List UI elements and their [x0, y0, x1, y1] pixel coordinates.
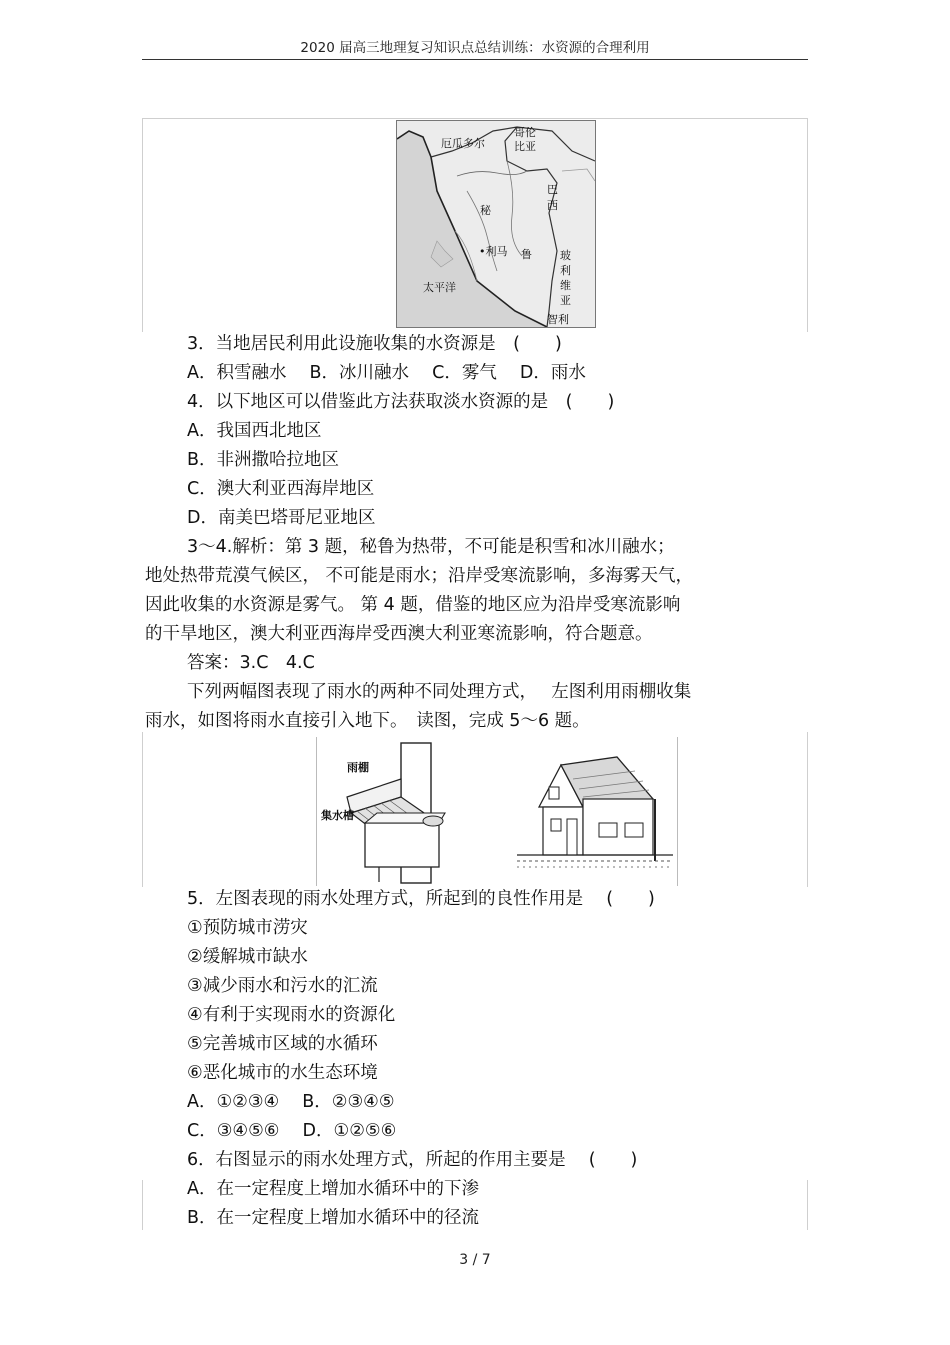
analysis-line-4: 的干旱地区，澳大利亚西海岸受西澳大利亚寒流影响，符合题意。	[145, 624, 653, 644]
q4-option-b: B．非洲撒哈拉地区	[187, 450, 340, 470]
answer-line: 答案：3.C 4.C	[187, 653, 315, 673]
rainwater-figure	[316, 737, 678, 886]
frame-rule-left-2	[142, 732, 143, 887]
map-label-lima: •利马	[479, 245, 508, 258]
q4-stem: 4．以下地区可以借鉴此方法获取淡水资源的是 ( )	[187, 392, 615, 412]
frame-rule-right-3	[807, 1180, 808, 1230]
map-label-brazil-2: 西	[547, 199, 558, 212]
q5-item-3: ③减少雨水和污水的汇流	[187, 976, 378, 996]
frame-rule-right	[807, 118, 808, 332]
q4-option-a: A．我国西北地区	[187, 421, 322, 441]
peru-map	[396, 120, 596, 328]
analysis-line-2: 地处热带荒漠气候区， 不可能是雨水；沿岸受寒流影响，多海雾天气，	[145, 566, 694, 586]
frame-rule-right-2	[807, 732, 808, 887]
q6-stem: 6．右图显示的雨水处理方式，所起的作用主要是 ( )	[187, 1150, 638, 1170]
frame-rule-left-3	[142, 1180, 143, 1230]
map-label-bolivia-4: 亚	[560, 294, 571, 307]
map-label-peru-2: 鲁	[521, 248, 532, 261]
map-label-colombia-2: 比亚	[514, 140, 536, 153]
intro-line-1: 下列两幅图表现了雨水的两种不同处理方式， 左图利用雨棚收集	[187, 682, 692, 702]
q5-item-6: ⑥恶化城市的水生态环境	[187, 1063, 378, 1083]
q3-options: A．积雪融水 B．冰川融水 C．雾气 D．雨水	[187, 363, 586, 383]
map-label-chile: 智利	[547, 313, 569, 326]
q5-item-4: ④有利于实现雨水的资源化	[187, 1005, 396, 1025]
q5-options-cd: C．③④⑤⑥ D．①②⑤⑥	[187, 1121, 397, 1141]
q4-option-c: C．澳大利亚西海岸地区	[187, 479, 375, 499]
map-label-bolivia-1: 玻	[560, 249, 571, 262]
q6-option-a: A．在一定程度上增加水循环中的下渗	[187, 1179, 479, 1199]
q4-option-d: D．南美巴塔哥尼亚地区	[187, 508, 376, 528]
intro-line-2: 雨水，如图将雨水直接引入地下。 读图，完成 5～6 题。	[145, 711, 590, 731]
page-number: 3 / 7	[459, 1252, 491, 1268]
q5-options-ab: A．①②③④ B．②③④⑤	[187, 1092, 395, 1112]
map-label-bolivia-3: 维	[560, 279, 571, 292]
q6-option-b: B．在一定程度上增加水循环中的径流	[187, 1208, 480, 1228]
frame-rule-left	[142, 118, 143, 332]
q5-item-1: ①预防城市涝灾	[187, 918, 308, 938]
page-header: 2020 届高三地理复习知识点总结训练：水资源的合理利用	[142, 36, 808, 60]
map-label-pacific: 太平洋	[423, 281, 456, 294]
q5-stem: 5．左图表现的雨水处理方式，所起到的良性作用是 ( )	[187, 889, 655, 909]
analysis-line-3: 因此收集的水资源是雾气。 第 4 题，借鉴的地区应为沿岸受寒流影响	[145, 595, 681, 615]
frame-rule-top	[142, 118, 808, 119]
map-label-bolivia-2: 利	[560, 264, 571, 277]
q5-item-5: ⑤完善城市区域的水循环	[187, 1034, 378, 1054]
rainwater-figure-drawing	[317, 737, 677, 886]
q5-item-2: ②缓解城市缺水	[187, 947, 308, 967]
label-trough: 集水槽	[321, 809, 354, 822]
map-label-ecuador: 厄瓜多尔	[441, 137, 485, 150]
map-label-peru-1: 秘	[480, 204, 491, 217]
q3-stem: 3．当地居民利用此设施收集的水资源是 ( )	[187, 334, 562, 354]
peru-map-drawing	[397, 121, 595, 327]
label-canopy: 雨棚	[347, 761, 369, 774]
map-label-brazil-1: 巴	[547, 183, 558, 196]
map-label-colombia-1: 哥伦	[514, 126, 536, 139]
analysis-line-1: 3～4.解析：第 3 题，秘鲁为热带，不可能是积雪和冰川融水；	[187, 537, 675, 557]
